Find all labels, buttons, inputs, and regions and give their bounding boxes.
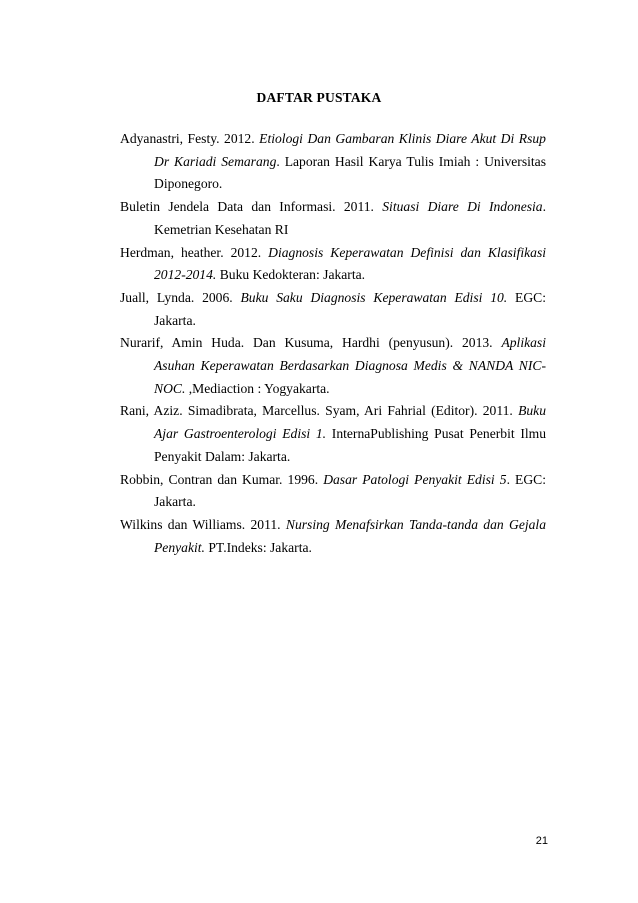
reference-item — [120, 469, 546, 514]
reference-authors: Rani, Aziz. Simadibrata, Marcellus. Syam, Ari Fahrial (Editor). 2011. — [120, 403, 519, 419]
reference-item — [120, 128, 546, 196]
reference-publisher: . EGC: Jakarta. — [154, 471, 547, 510]
reference-title: Buku Saku Diagnosis Keperawatan Edisi 10. — [240, 289, 508, 305]
page-title: DAFTAR PUSTAKA — [256, 90, 382, 105]
reference-publisher: . Laporan Hasil Karya Tulis Imiah : Universitas Diponegoro. — [154, 153, 546, 192]
reference-item — [120, 514, 546, 559]
reference-authors: Juall, Lynda. 2006. — [120, 289, 241, 305]
reference-item — [120, 332, 546, 400]
reference-title: Situasi Diare Di Indonesia — [382, 199, 543, 215]
reference-list — [120, 128, 546, 559]
reference-title: Nursing Menafsirkan Tanda-tanda dan Gejala Penyakit. — [154, 516, 546, 555]
reference-authors: Robbin, Contran dan Kumar. 1996. — [120, 471, 324, 487]
reference-title: Dasar Patologi Penyakit Edisi 5 — [323, 471, 507, 487]
reference-authors: Wilkins dan Williams. 2011. — [120, 516, 286, 532]
reference-publisher: . Kemetrian Kesehatan RI — [154, 199, 547, 237]
reference-authors: Nurarif, Amin Huda. Dan Kusuma, Hardhi (penyusun). 2013. — [120, 335, 502, 351]
reference-publisher: EGC: Jakarta. — [154, 289, 546, 328]
reference-authors: Buletin Jendela Data dan Informasi. 2011. — [120, 199, 383, 215]
page-number: 21 — [535, 835, 548, 847]
reference-authors: Herdman, heather. 2012. — [120, 244, 269, 260]
reference-item — [120, 287, 546, 332]
reference-publisher: InternaPublishing Pusat Penerbit Ilmu Penyakit Dalam: Jakarta. — [154, 426, 547, 464]
reference-title: Etiologi Dan Gambaran Klinis Diare Akut Di Rsup Dr Kariadi Semarang — [154, 131, 546, 169]
reference-authors: Adyanastri, Festy. 2012. — [120, 131, 260, 146]
reference-publisher: Buku Kedokteran: Jakarta. — [216, 267, 366, 283]
reference-publisher: PT.Indeks: Jakarta. — [204, 539, 312, 555]
reference-item — [120, 400, 546, 468]
reference-title: Aplikasi Asuhan Keperawatan Berdasarkan Diagnosa Medis & NANDA NIC-NOC. — [154, 335, 546, 396]
reference-item — [120, 196, 546, 241]
reference-item — [120, 242, 546, 287]
reference-publisher: ,Mediaction : Yogyakarta. — [185, 380, 330, 396]
reference-title: Diagnosis Keperawatan Definisi dan Klasifikasi 2012-2014. — [154, 244, 547, 283]
reference-title: Buku Ajar Gastroenterologi Edisi 1. — [154, 403, 546, 442]
